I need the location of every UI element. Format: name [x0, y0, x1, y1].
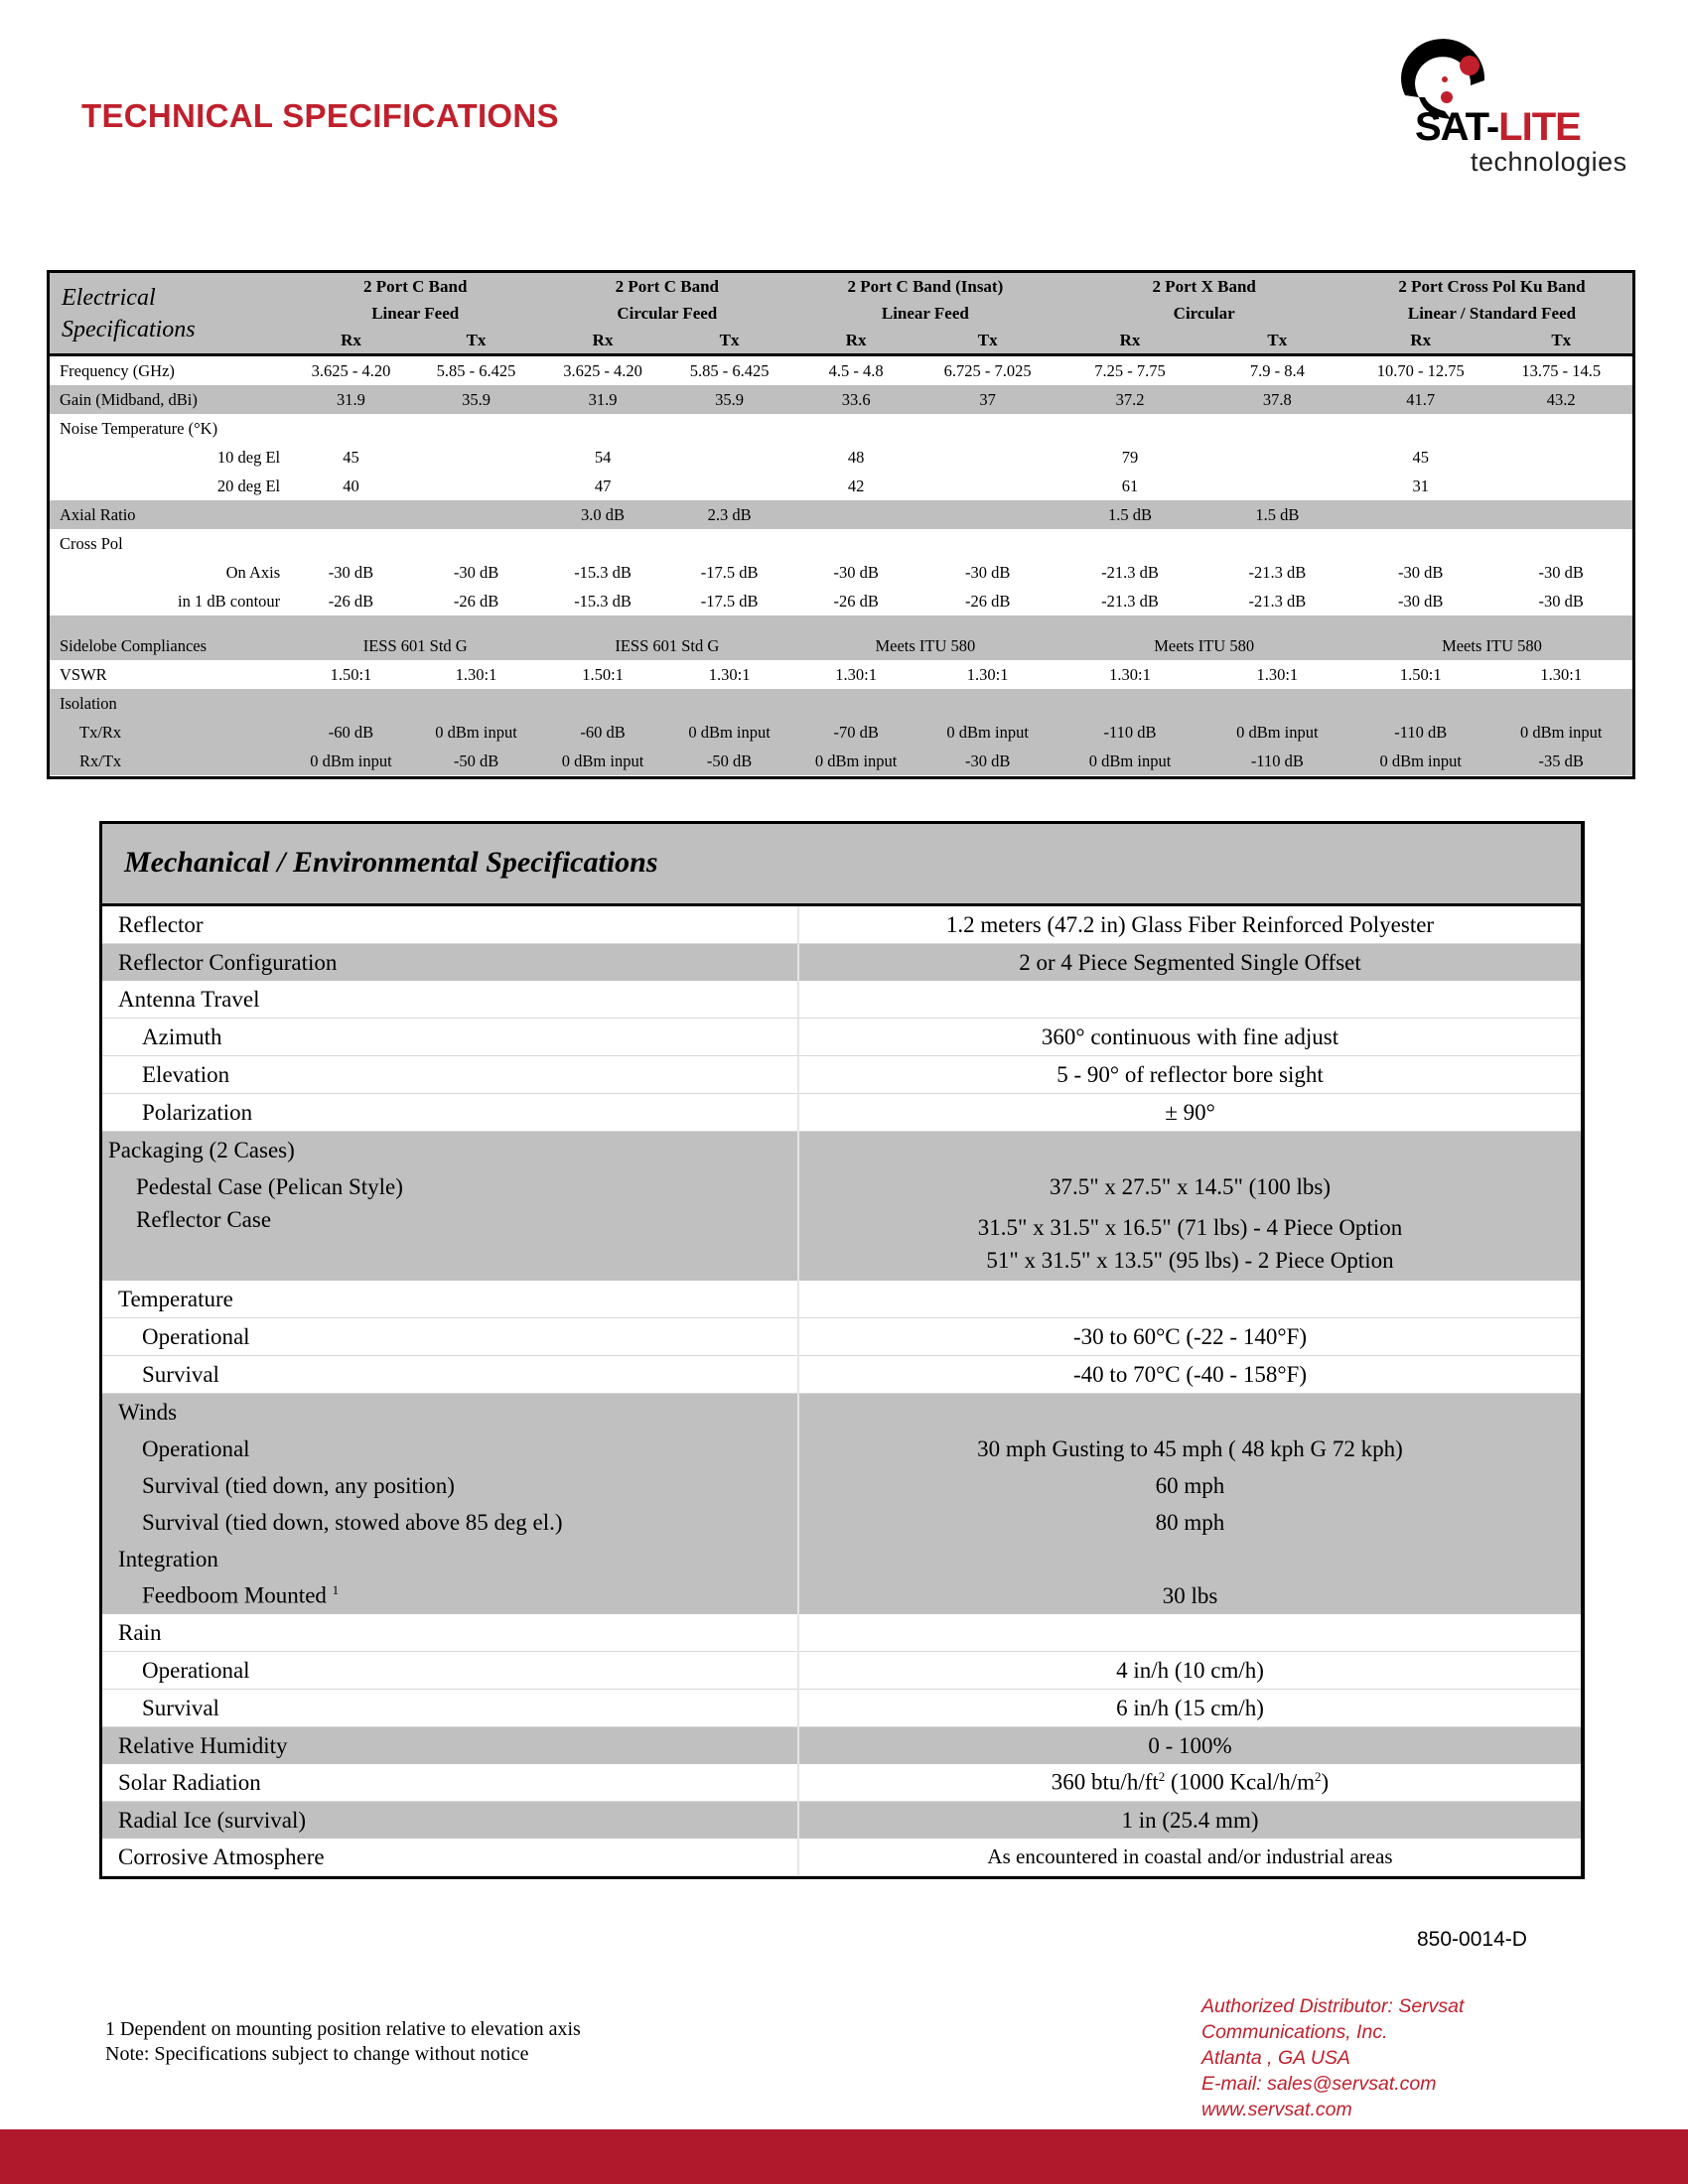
- row-label: Isolation: [50, 689, 290, 718]
- cell-value: IESS 601 Std G: [290, 631, 540, 660]
- cell-value: -30 dB: [964, 562, 1011, 582]
- electrical-specifications-table: [47, 270, 1635, 779]
- page-title: TECHNICAL SPECIFICATIONS: [81, 97, 559, 134]
- cell-value: -30 dB: [833, 562, 879, 582]
- cell-value: 35.9: [412, 385, 541, 414]
- cell-value: [412, 443, 541, 472]
- cell-value: -30 dB: [1538, 591, 1584, 611]
- cell-value: 3.625 - 4.20: [540, 355, 665, 386]
- row-label: Gain (Midband, dBi): [50, 385, 290, 414]
- spec-label: Survival: [102, 1690, 798, 1727]
- group-subheader: Circular Feed: [540, 300, 793, 327]
- cell-value: 6.725 - 7.025: [918, 355, 1056, 386]
- cell-value: -21.3 dB: [1248, 591, 1307, 611]
- tx-header: Tx: [665, 327, 794, 355]
- spec-label: Reflector Case: [102, 1205, 798, 1281]
- cell-value: [290, 500, 412, 529]
- distributor-line: Atlanta , GA USA: [1201, 2047, 1350, 2069]
- mechanical-title: Mechanical / Environmental Specifications: [124, 846, 658, 879]
- table-row: [50, 747, 1632, 775]
- cell-value: 37.8: [1203, 385, 1351, 414]
- cell-value: -60 dB: [540, 718, 665, 747]
- distributor-line: Communications, Inc.: [1201, 2021, 1388, 2043]
- table-row: [50, 689, 1632, 718]
- spec-value: 360 btu/$h/ft^2$ (1000 Kcal/$h/m^2$): [798, 1764, 1581, 1802]
- table-row: [102, 944, 1581, 982]
- cell-value: [1203, 472, 1351, 500]
- cell-value: -30 dB: [453, 562, 499, 582]
- cell-value: 0 dBm input: [793, 747, 918, 775]
- cell-value: 0 dBm input: [665, 718, 794, 747]
- spec-label: Survival (tied down, stowed above 85 deg el.): [102, 1504, 798, 1541]
- cell-value: -110 dB: [1351, 718, 1490, 747]
- cell-value: 7.25 - 7.75: [1056, 355, 1202, 386]
- table-row: [102, 1541, 1581, 1577]
- spec-label: Antenna Travel: [102, 981, 798, 1019]
- spec-value: 5 - 90° of reflector bore sight: [798, 1056, 1581, 1094]
- cell-value: -21.3 dB: [1248, 562, 1307, 582]
- spec-value: 31.5" x 31.5" x 16.5" (71 lbs) - 4 Piece Option 51" x 31.5" x 13.5" (95 lbs) - 2 Piece Option: [798, 1205, 1581, 1281]
- cell-value: 41.7: [1351, 385, 1490, 414]
- row-label: Frequency (GHz): [50, 355, 290, 386]
- cell-value: 1.30:1: [1256, 664, 1299, 684]
- table-row: [50, 631, 1632, 660]
- table-row: [50, 660, 1632, 689]
- spec-label: Operational: [102, 1431, 798, 1467]
- tx-header: Tx: [412, 327, 541, 355]
- spec-label: Survival: [102, 1356, 798, 1394]
- row-label: Sidelobe Compliances: [50, 631, 290, 660]
- table-row: [102, 1356, 1581, 1394]
- rx-header: Rx: [1351, 327, 1490, 355]
- cell-value: 10.70 - 12.75: [1351, 355, 1490, 386]
- cell-value: [412, 472, 541, 500]
- cell-value: IESS 601 Std G: [540, 631, 793, 660]
- cell-value: 79: [1121, 447, 1139, 467]
- cell-value: 0 dBm input: [918, 718, 1056, 747]
- row-label: Rx/Tx: [50, 747, 290, 775]
- cell-value: -30 dB: [328, 562, 374, 582]
- cell-value: -60 dB: [290, 718, 412, 747]
- cell-value: Meets ITU 580: [793, 631, 1056, 660]
- cell-value: 35.9: [665, 385, 794, 414]
- table-row: [102, 1168, 1581, 1205]
- spec-value: 4 in/h (10 cm/h): [798, 1652, 1581, 1690]
- table-row: [102, 1764, 1581, 1802]
- cell-value: 1.30:1: [1540, 664, 1583, 684]
- cell-value: 1.30:1: [1109, 664, 1151, 684]
- spec-value: 80 mph: [798, 1504, 1581, 1541]
- table-row: [102, 1281, 1581, 1318]
- spec-label: Solar Radiation: [102, 1764, 798, 1802]
- table-row: [102, 1504, 1581, 1541]
- cell-value: 3.0 dB: [540, 500, 665, 529]
- cell-value: 31.9: [290, 385, 412, 414]
- table-row: [102, 1132, 1581, 1169]
- table-row: [50, 472, 1632, 500]
- cell-value: 0 dBm input: [1351, 747, 1490, 775]
- spec-value: 60 mph: [798, 1467, 1581, 1504]
- spec-label: Survival (tied down, any position): [102, 1467, 798, 1504]
- mechanical-specifications-table: [99, 821, 1585, 1879]
- table-row: [50, 718, 1632, 747]
- cell-value: 0 dBm input: [1203, 718, 1351, 747]
- table-row: [102, 1577, 1581, 1614]
- cell-value: 1.5 dB: [1056, 500, 1202, 529]
- table-row: [50, 587, 1632, 615]
- electrical-title: Electrical Specifications: [50, 273, 290, 355]
- spec-label: Corrosive Atmosphere: [102, 1839, 798, 1876]
- cell-value: -26 dB: [833, 591, 879, 611]
- cell-value: -26 dB: [964, 591, 1011, 611]
- spec-label: Integration: [102, 1541, 798, 1577]
- cell-value: -30 dB: [1398, 591, 1444, 611]
- table-row: [50, 443, 1632, 472]
- spec-label: Azimuth: [102, 1019, 798, 1056]
- table-row: [102, 981, 1581, 1019]
- cell-value: 1.30:1: [835, 664, 877, 684]
- spec-label: Winds: [102, 1394, 798, 1432]
- logo-tagline: technologies: [1471, 147, 1627, 177]
- cell-value: -21.3 dB: [1101, 562, 1159, 582]
- cell-value: -110 dB: [1056, 718, 1202, 747]
- table-row: [102, 1652, 1581, 1690]
- cell-value: 1.5 dB: [1203, 500, 1351, 529]
- spec-value: 1 in (25.4 mm): [798, 1802, 1581, 1840]
- distributor-website: www.servsat.com: [1201, 2099, 1352, 2120]
- spec-label: Radial Ice (survival): [102, 1802, 798, 1840]
- spec-label: Packaging (2 Cases): [102, 1132, 798, 1169]
- table-row: [102, 1802, 1581, 1840]
- cell-value: 7.9 - 8.4: [1203, 355, 1351, 386]
- spec-label: Operational: [102, 1318, 798, 1356]
- row-label: Axial Ratio: [50, 500, 290, 529]
- cell-value: 1.30:1: [455, 664, 497, 684]
- distributor-line: Authorized Distributor: Servsat: [1201, 1995, 1465, 2017]
- cell-value: -21.3 dB: [1101, 591, 1159, 611]
- cell-value: 37.2: [1056, 385, 1202, 414]
- cell-value: -26 dB: [328, 591, 374, 611]
- row-label: 10 deg El: [216, 447, 281, 467]
- group-subheader: Linear / Standard Feed: [1351, 300, 1632, 327]
- table-row: [50, 414, 1632, 443]
- table-row: [102, 1727, 1581, 1765]
- table-row: [102, 1205, 1581, 1281]
- spec-label: Rain: [102, 1614, 798, 1652]
- distributor-info: [1201, 1993, 1464, 2122]
- cell-value: [1489, 443, 1632, 472]
- cell-value: [1203, 443, 1351, 472]
- table-row: [102, 906, 1581, 944]
- cell-value: Meets ITU 580: [1351, 631, 1632, 660]
- cell-value: -15.3 dB: [574, 562, 632, 582]
- cell-value: 48: [847, 447, 865, 467]
- table-row: [50, 529, 1632, 558]
- table-row: [102, 1056, 1581, 1094]
- cell-value: [918, 472, 1056, 500]
- table-row: [102, 1019, 1581, 1056]
- spec-value: 30 lbs: [798, 1577, 1581, 1614]
- cell-value: 40: [343, 476, 359, 495]
- table-row: [102, 1094, 1581, 1132]
- group-subheader: Circular: [1056, 300, 1351, 327]
- cell-value: [665, 443, 794, 472]
- tx-header: Tx: [1203, 327, 1351, 355]
- spec-label: Pedestal Case (Pelican Style): [102, 1168, 798, 1205]
- row-label: 20 deg El: [216, 476, 281, 495]
- electrical-header-row-1: [50, 273, 1632, 300]
- table-row: [50, 385, 1632, 414]
- cell-value: -30 dB: [918, 747, 1056, 775]
- table-row: [102, 1839, 1581, 1876]
- cell-value: [412, 500, 541, 529]
- cell-value: 13.75 - 14.5: [1489, 355, 1632, 386]
- table-row: [102, 1394, 1581, 1432]
- spec-value: 1.2 meters (47.2 in) Glass Fiber Reinforced Polyester: [798, 906, 1581, 944]
- rx-header: Rx: [290, 327, 412, 355]
- logo-wordmark: SAT-LITE: [1415, 105, 1581, 149]
- spec-label: Reflector Configuration: [102, 944, 798, 982]
- spec-value: -40 to 70°C (-40 - 158°F): [798, 1356, 1581, 1394]
- table-row: [50, 558, 1632, 587]
- footnote-note: Note: Specifications subject to change without notice: [105, 2043, 529, 2065]
- spec-label: Feedboom Mounted $^1$: [102, 1577, 798, 1614]
- spec-value: ± 90°: [798, 1094, 1581, 1132]
- spec-label: Reflector: [102, 906, 798, 944]
- spec-value: 37.5" x 27.5" x 14.5" (100 lbs): [798, 1168, 1581, 1205]
- spec-value: -30 to 60°C (-22 - 140°F): [798, 1318, 1581, 1356]
- mechanical-header: [102, 824, 1581, 906]
- footnote-1: 1 Dependent on mounting position relative to elevation axis: [105, 2018, 581, 2040]
- rx-header: Rx: [540, 327, 665, 355]
- footer-bar: [0, 2129, 1688, 2184]
- cell-value: 1.50:1: [1399, 664, 1442, 684]
- tx-header: Tx: [918, 327, 1056, 355]
- spec-value: As encountered in coastal and/or industrial areas: [798, 1839, 1581, 1876]
- cell-value: [1489, 472, 1632, 500]
- cell-value: 0 dBm input: [1056, 747, 1202, 775]
- row-label: Cross Pol: [60, 533, 123, 553]
- table-row: [50, 355, 1632, 386]
- cell-value: 4.5 - 4.8: [793, 355, 918, 386]
- cell-value: 1.50:1: [330, 664, 372, 684]
- cell-value: [665, 472, 794, 500]
- group-header: 2 Port Cross Pol Ku Band: [1351, 273, 1632, 300]
- cell-value: 0 dBm input: [1489, 718, 1632, 747]
- spec-value: 360° continuous with fine adjust: [798, 1019, 1581, 1056]
- cell-value: -30 dB: [1398, 562, 1444, 582]
- group-subheader: Linear Feed: [290, 300, 540, 327]
- cell-value: -50 dB: [412, 747, 541, 775]
- spec-value: 6 in/h (15 cm/h): [798, 1690, 1581, 1727]
- rx-header: Rx: [793, 327, 918, 355]
- cell-value: 61: [1121, 476, 1139, 495]
- cell-value: 33.6: [793, 385, 918, 414]
- spec-value: 30 mph Gusting to 45 mph ( 48 kph G 72 kph): [798, 1431, 1581, 1467]
- cell-value: -70 dB: [793, 718, 918, 747]
- table-row: [102, 1467, 1581, 1504]
- footnotes: [105, 2017, 581, 2067]
- row-label: VSWR: [60, 664, 107, 684]
- table-row: [102, 1614, 1581, 1652]
- row-label: On Axis: [225, 562, 281, 582]
- cell-value: 5.85 - 6.425: [665, 355, 794, 386]
- cell-value: [918, 500, 1056, 529]
- cell-value: 2.3 dB: [665, 500, 794, 529]
- spec-label: Polarization: [102, 1094, 798, 1132]
- tx-header: Tx: [1489, 327, 1632, 355]
- cell-value: 43.2: [1489, 385, 1632, 414]
- cell-value: -17.5 dB: [700, 591, 759, 611]
- table-row: [102, 1431, 1581, 1467]
- cell-value: 5.85 - 6.425: [412, 355, 541, 386]
- spec-value: 0 - 100%: [798, 1727, 1581, 1765]
- spec-label: Relative Humidity: [102, 1727, 798, 1765]
- row-label: Tx/Rx: [50, 718, 290, 747]
- cell-value: [1351, 500, 1490, 529]
- group-header: 2 Port C Band: [290, 273, 540, 300]
- cell-value: 45: [343, 447, 359, 467]
- table-row: [102, 1318, 1581, 1356]
- cell-value: -110 dB: [1203, 747, 1351, 775]
- cell-value: 1.30:1: [966, 664, 1009, 684]
- cell-value: 31: [1412, 476, 1429, 495]
- spec-label: Operational: [102, 1652, 798, 1690]
- cell-value: -35 dB: [1489, 747, 1632, 775]
- cell-value: 0 dBm input: [412, 718, 541, 747]
- cell-value: [1489, 500, 1632, 529]
- cell-value: -50 dB: [665, 747, 794, 775]
- cell-value: 0 dBm input: [290, 747, 412, 775]
- spec-value: 2 or 4 Piece Segmented Single Offset: [798, 944, 1581, 982]
- spacer-row: [50, 615, 1632, 631]
- spec-label: Temperature: [102, 1281, 798, 1318]
- distributor-email: E-mail: sales@servsat.com: [1201, 2073, 1437, 2095]
- table-row: [102, 1690, 1581, 1727]
- spec-label: Elevation: [102, 1056, 798, 1094]
- cell-value: 47: [594, 476, 612, 495]
- cell-value: 37: [918, 385, 1056, 414]
- group-header: 2 Port C Band (Insat): [793, 273, 1056, 300]
- cell-value: Meets ITU 580: [1056, 631, 1351, 660]
- cell-value: 1.30:1: [708, 664, 751, 684]
- cell-value: -26 dB: [453, 591, 499, 611]
- cell-value: 1.50:1: [582, 664, 624, 684]
- cell-value: -17.5 dB: [700, 562, 759, 582]
- group-header: 2 Port X Band: [1056, 273, 1351, 300]
- group-header: 2 Port C Band: [540, 273, 793, 300]
- cell-value: 42: [847, 476, 865, 495]
- group-subheader: Linear Feed: [793, 300, 1056, 327]
- cell-value: -15.3 dB: [574, 591, 632, 611]
- row-label: in 1 dB contour: [178, 591, 281, 611]
- row-label: Noise Temperature (°K): [60, 418, 218, 438]
- cell-value: 45: [1412, 447, 1429, 467]
- cell-value: 31.9: [540, 385, 665, 414]
- cell-value: 54: [594, 447, 612, 467]
- document-number: 850-0014-D: [1417, 1928, 1527, 1951]
- cell-value: -30 dB: [1538, 562, 1584, 582]
- table-row: [50, 500, 1632, 529]
- cell-value: 3.625 - 4.20: [290, 355, 412, 386]
- rx-header: Rx: [1056, 327, 1202, 355]
- cell-value: 0 dBm input: [540, 747, 665, 775]
- cell-value: [918, 443, 1056, 472]
- cell-value: [793, 500, 918, 529]
- company-logo: [1385, 36, 1627, 185]
